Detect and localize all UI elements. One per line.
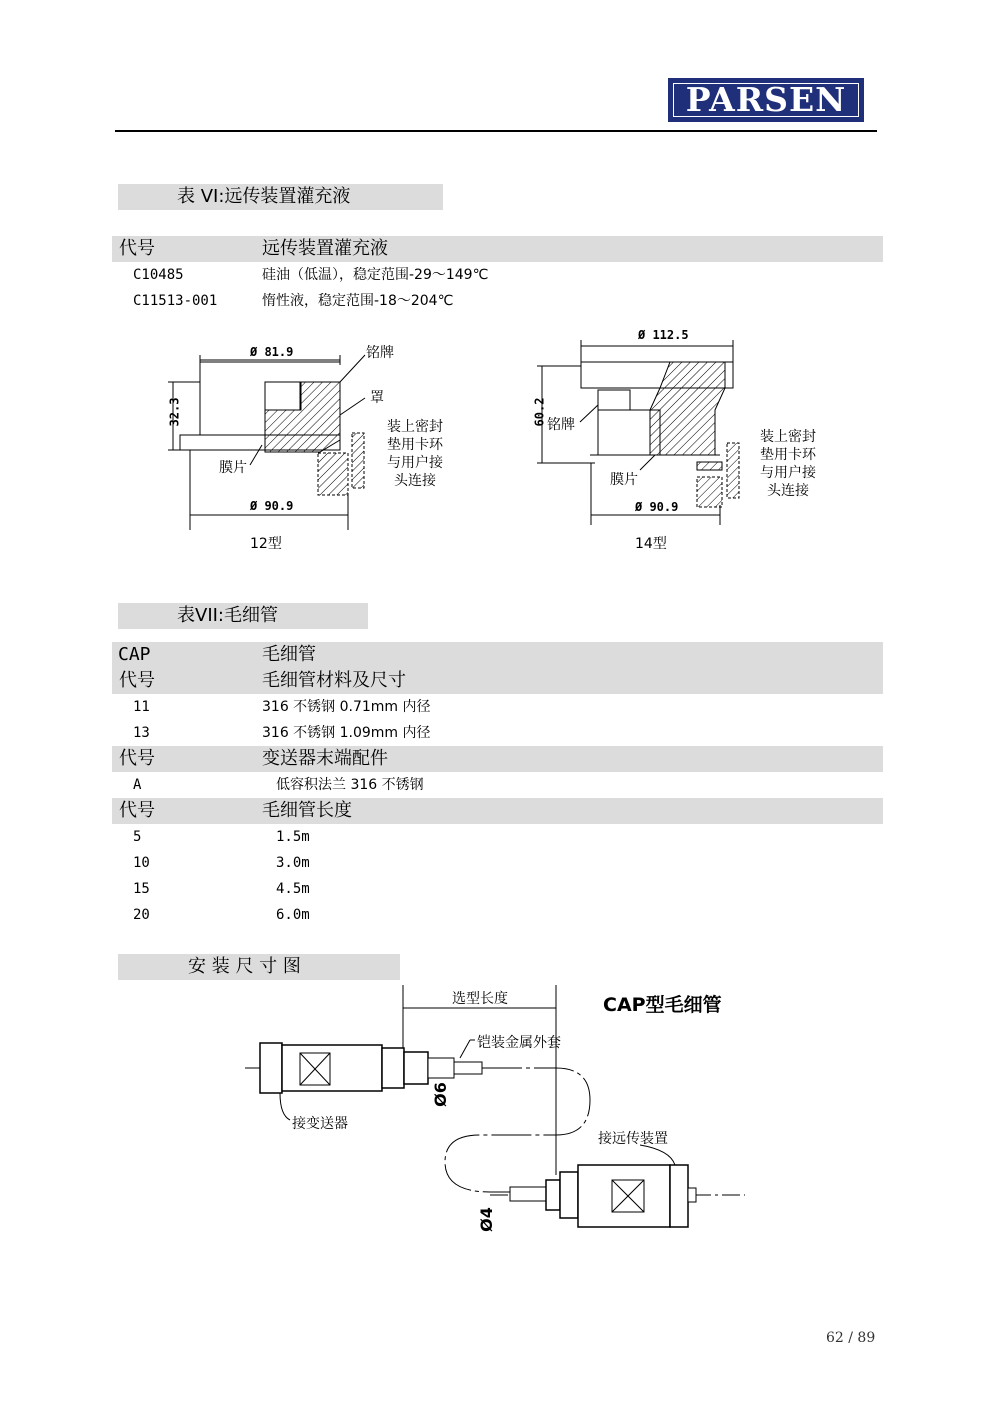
- install-title: 安 装 尺 寸 图: [188, 956, 301, 977]
- row-code: 15: [133, 881, 150, 897]
- label-mount-12: 装上密封 垫用卡环 与用户接 头连接: [387, 419, 443, 489]
- logo-text: PARSEN: [685, 80, 847, 119]
- row-code: 13: [133, 725, 150, 741]
- group-code-label: 代号: [119, 670, 155, 691]
- install-diagram-title: CAP型毛细管: [603, 994, 722, 1016]
- group-title: 变送器末端配件: [262, 748, 388, 769]
- group-title: 毛细管材料及尺寸: [262, 670, 406, 691]
- label-diaphragm-14: 膜片: [610, 472, 638, 488]
- group-code-label: 代号: [119, 800, 155, 821]
- dim-height-12: 32.3: [167, 397, 182, 427]
- dim-bottom-14: Ø 90.9: [635, 500, 679, 514]
- page-number: 62 / 89: [826, 1330, 876, 1346]
- section-vi-title: 表 VI:远传装置灌充液: [177, 186, 351, 207]
- row-desc: 1.5m: [276, 829, 310, 845]
- fluid-desc: 惰性液，稳定范围-18～204℃: [262, 293, 454, 309]
- dim-height-14: 60.2: [532, 397, 547, 427]
- row-code: 5: [133, 829, 142, 845]
- group-code-label: 代号: [119, 748, 155, 769]
- cap-code: CAP: [118, 644, 151, 665]
- row-code: 10: [133, 855, 150, 871]
- fluid-code: C11513-001: [133, 293, 218, 309]
- group-title: 毛细管长度: [262, 800, 352, 821]
- dim-top-12: Ø 81.9: [250, 345, 294, 359]
- section-vii-title: 表VII:毛细管: [177, 605, 278, 626]
- row-desc: 3.0m: [276, 855, 310, 871]
- row-desc: 低容积法兰 316 不锈钢: [276, 777, 424, 793]
- row-desc: 316 不锈钢 0.71mm 内径: [262, 699, 431, 715]
- col-fluid-header: 远传装置灌充液: [262, 238, 388, 259]
- cap-label: 毛细管: [262, 644, 316, 665]
- dim-bottom-12: Ø 90.9: [250, 499, 294, 513]
- row-code: 20: [133, 907, 150, 923]
- row-code: A: [133, 777, 142, 793]
- fluid-desc: 硅油（低温），稳定范围-29～149℃: [262, 267, 489, 283]
- label-to-remote: 接远传装置: [598, 1131, 668, 1147]
- dim-top-14: Ø 112.5: [638, 328, 689, 342]
- row-desc: 316 不锈钢 1.09mm 内径: [262, 725, 431, 741]
- label-mount-14: 装上密封 垫用卡环 与用户接 头连接: [760, 429, 816, 499]
- row-desc: 4.5m: [276, 881, 310, 897]
- label-diaphragm-12: 膜片: [219, 460, 247, 476]
- fluid-code: C10485: [133, 267, 184, 283]
- row-code: 11: [133, 699, 150, 715]
- dim-d6: Ø6: [430, 1082, 450, 1107]
- col-code-header: 代号: [119, 238, 155, 259]
- label-to-transmitter: 接变送器: [292, 1116, 348, 1132]
- caption-14: 14型: [635, 536, 667, 552]
- label-cover-12: 罩: [370, 390, 384, 406]
- label-nameplate-12: 铭牌: [366, 345, 394, 361]
- dim-d4: Ø4: [476, 1207, 496, 1232]
- label-nameplate-14: 铭牌: [547, 417, 575, 433]
- row-desc: 6.0m: [276, 907, 310, 923]
- caption-12: 12型: [250, 536, 282, 552]
- label-sheath: 铠装金属外套: [477, 1035, 561, 1051]
- label-length: 选型长度: [452, 991, 508, 1007]
